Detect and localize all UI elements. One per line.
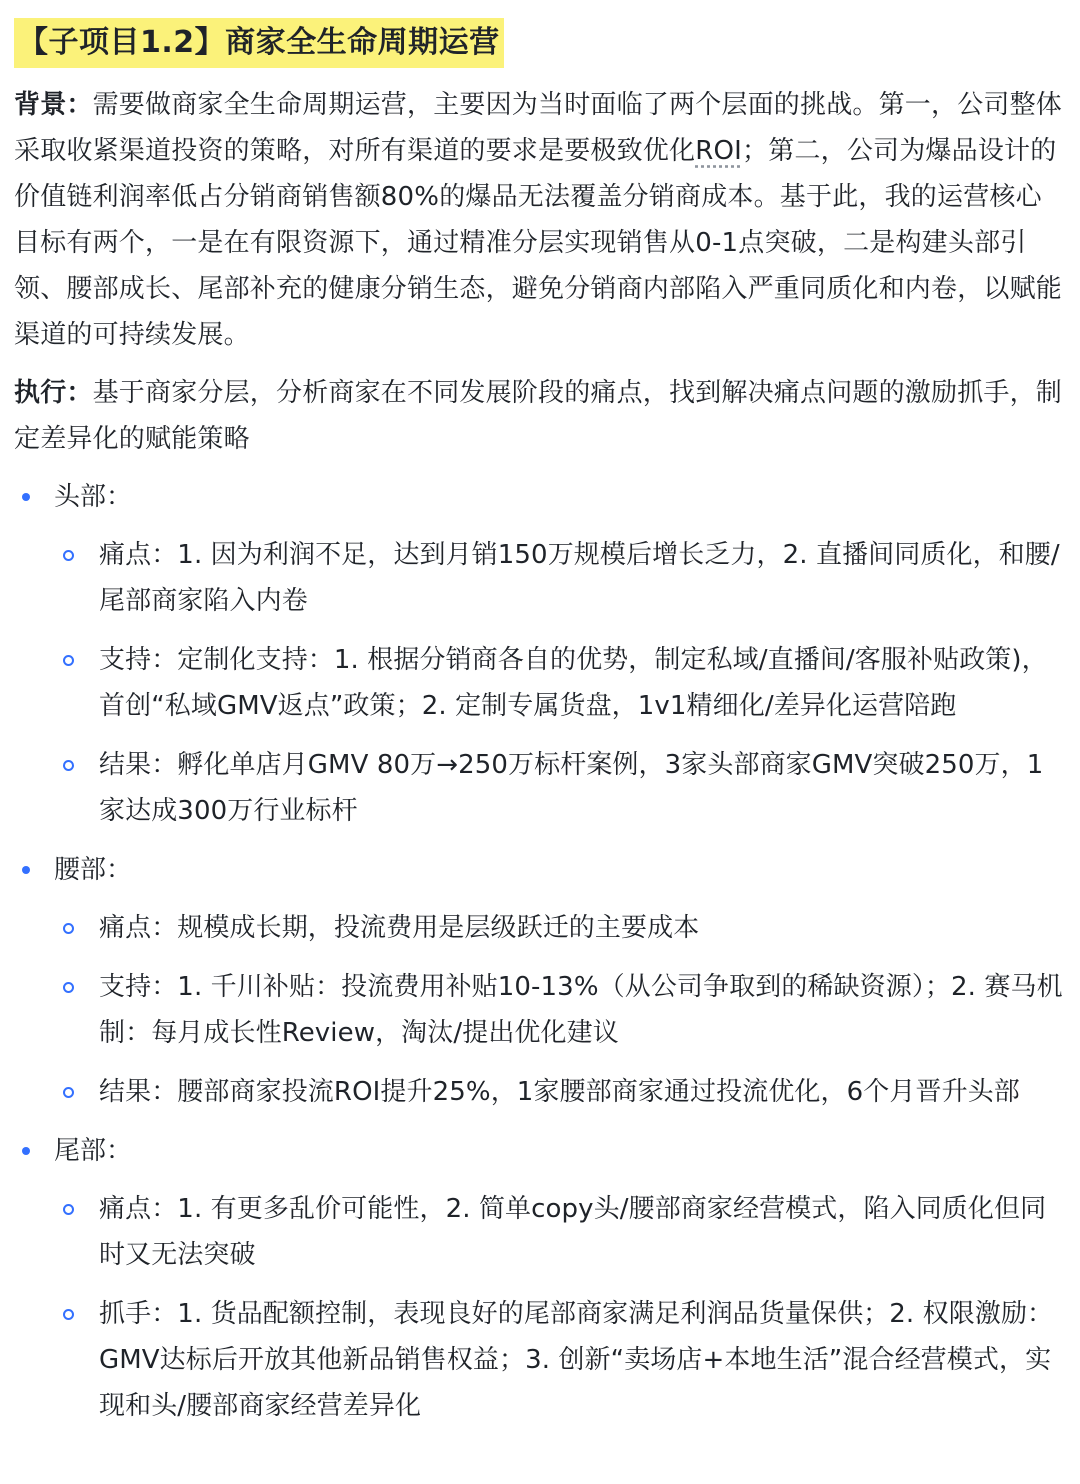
bullet-dot-icon <box>22 493 30 501</box>
list-item: 抓手：1. 货品配额控制，表现良好的尾部商家满足利润品货量保供；2. 权限激励：GMV达标后开放其他新品销售权益；3. 创新“卖场店+本地生活”混合经营模式，实现和头/腰部商家经营差异化 <box>54 1291 1066 1429</box>
bullet-dot-icon <box>22 1147 30 1155</box>
bullet-ring-icon <box>63 982 74 993</box>
tier-label: 腰部： <box>54 855 133 885</box>
background-text-part1: 需要做商家全生命周期运营，主要因为当时面临了两个层面的挑战。第一，公司整体采取收紧渠道投资的策略，对所有渠道的要求是要极致优化 <box>14 90 1063 166</box>
tier-waist <box>14 847 1066 1115</box>
tier-items <box>54 1186 1066 1429</box>
tier-tail <box>14 1128 1066 1429</box>
list-item: 痛点：规模成长期，投流费用是层级跃迁的主要成本 <box>54 905 1066 951</box>
list-item: 支持：1. 千川补贴：投流费用补贴10-13%（从公司争取到的稀缺资源）；2. 赛马机制：每月成长性Review，淘汰/提出优化建议 <box>54 964 1066 1056</box>
bullet-ring-icon <box>63 1204 74 1215</box>
bullet-dot-icon <box>22 866 30 874</box>
tier-items <box>54 532 1066 834</box>
execution-paragraph <box>14 370 1066 462</box>
tier-head <box>14 474 1066 834</box>
bullet-ring-icon <box>63 550 74 561</box>
background-paragraph <box>14 82 1066 358</box>
tier-label: 头部： <box>54 482 133 512</box>
bullet-ring-icon <box>63 1309 74 1320</box>
tier-items <box>54 905 1066 1115</box>
bullet-ring-icon <box>63 1087 74 1098</box>
list-item: 支持：定制化支持：1. 根据分销商各自的优势，制定私域/直播间/客服补贴政策)，首创“私域GMV返点”政策；2. 定制专属货盘，1v1精细化/差异化运营陪跑 <box>54 637 1066 729</box>
execution-label: 执行： <box>14 378 93 408</box>
list-item: 结果：腰部商家投流ROI提升25%，1家腰部商家通过投流优化，6个月晋升头部 <box>54 1069 1066 1115</box>
tier-list <box>14 474 1066 1429</box>
bullet-ring-icon <box>63 655 74 666</box>
bullet-ring-icon <box>63 760 74 771</box>
list-item: 结果：孵化单店月GMV 80万→250万标杆案例，3家头部商家GMV突破250万，1家达成300万行业标杆 <box>54 742 1066 834</box>
background-text-part2: ；第二，公司为爆品设计的价值链利润率低占分销商销售额80%的爆品无法覆盖分销商成本。基于此，我的运营核心目标有两个，一是在有限资源下，通过精准分层实现销售从0-1点突破，二是构建头部引领、腰部成长、尾部补充的健康分销生态，避免分销商内部陷入严重同质化和内卷，以赋能渠道的可持续发展。 <box>14 136 1063 350</box>
list-item: 痛点：1. 因为利润不足，达到月销150万规模后增长乏力，2. 直播间同质化，和腰/尾部商家陷入内卷 <box>54 532 1066 624</box>
tier-label: 尾部： <box>54 1136 133 1166</box>
bullet-ring-icon <box>63 923 74 934</box>
roi-term: ROI <box>695 136 743 166</box>
background-label: 背景： <box>14 90 93 120</box>
list-item: 痛点：1. 有更多乱价可能性，2. 简单copy头/腰部商家经营模式，陷入同质化但同时又无法突破 <box>54 1186 1066 1278</box>
execution-text: 基于商家分层，分析商家在不同发展阶段的痛点，找到解决痛点问题的激励抓手，制定差异化的赋能策略 <box>14 378 1063 454</box>
section-title: 【子项目1.2】商家全生命周期运营 <box>14 18 504 68</box>
